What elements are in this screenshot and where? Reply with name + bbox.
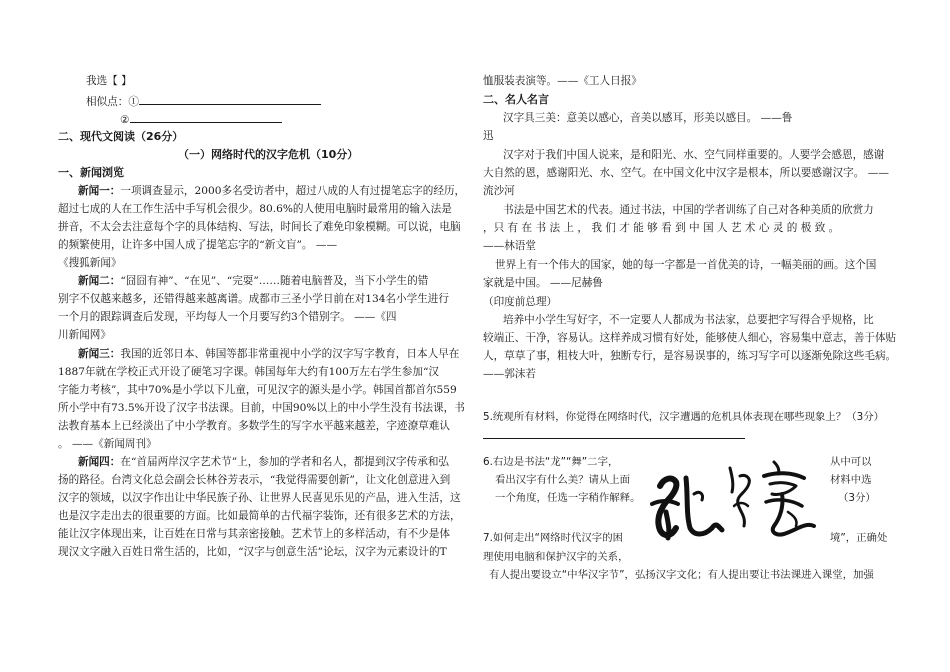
- news1-line-3: 拼音，不太会去注意每个字的具体结构、写法，时间长了难免印象模糊。可以说，电脑: [58, 221, 461, 233]
- news2-label: 新闻二：: [78, 275, 121, 287]
- quote5-line-3: 人，草草了事，粗枝大叶，独断专行，是容易误事的，练习写字可以逐渐免除这些毛病。: [483, 350, 897, 362]
- question-6-line-2: 看出汉字有什么美？请从上面: [495, 474, 631, 486]
- question-6-line-3: 一个角度，任选一字稍作解释。: [495, 492, 641, 504]
- calligraphy-image: [646, 456, 821, 546]
- quote2-line-2: 大自然的恩，感谢阳光、水、空气。在中国文化中汉字是根本，所以要感谢汉字。 ——: [483, 167, 889, 179]
- question-6-line-1b: 从中可以: [830, 456, 872, 468]
- part2-title: 二、名人名言: [483, 93, 549, 106]
- news3-line-2: 1887年就在学校正式开设了硬笔习字课。韩国每年大约有100万左右学生参加“汉: [58, 366, 439, 378]
- quote5-line-2: 较端正、干净，容易认。这样养成习惯有好处，能够使人细心，容易集中意志，善于体贴: [483, 332, 897, 344]
- answer-line-q5[interactable]: [483, 438, 745, 439]
- news2-line-3: 一个月的跟踪调查后发现，平均每人一个月要写约3个错别字。 ——《四: [58, 311, 397, 323]
- quote3-line-3: ——林语堂: [483, 240, 536, 252]
- news1-text-1: 一项调查显示，2000多名受访者中，超过八成的人有过提笔忘字的经历，: [120, 185, 466, 197]
- quote5-line-1: 培养中小学生写好字，不一定要人人都成为书法家，总要把字写得合乎规格，比: [503, 314, 874, 326]
- article-title: （一）网络时代的汉字危机（10分）: [178, 148, 359, 161]
- similar-line-1: [86, 93, 321, 109]
- similar-label-2: ②: [120, 114, 130, 126]
- quote1-line-2: 迅: [483, 130, 494, 142]
- news4-continued: 恤服装表演等。——《工人日报》: [483, 75, 642, 87]
- quote2-line-1: 汉字对于我们中国人说来，是和阳光、水、空气同样重要的。人要学会感恩，感谢: [503, 149, 885, 161]
- news1-line-4: 的频繁使用，让许多中国人成了提笔忘字的“新文盲”。 ——: [58, 239, 338, 251]
- answer-blank-2[interactable]: [130, 111, 282, 123]
- news1-line-1: [78, 184, 465, 198]
- news1-line-2: 超过七成的人在工作生活中手写机会很少。80.6%的人使用电脑时最常用的输入法是: [58, 203, 452, 215]
- question-7-line-1b: 境”，正确处: [830, 532, 888, 544]
- quote1-line-1: 汉字具三美：意美以感心，音美以感耳，形美以感目。 ——鲁: [503, 112, 793, 124]
- news3-line-4: 所小学中有73.5%开设了汉字书法课。目前，中国90%以上的中小学生没有书法课，书: [58, 402, 465, 414]
- news4-line-4: 也是汉字走出去的很重要的方面。比如最简单的古代福字装饰，还有很多艺术的方法，: [58, 510, 461, 522]
- quote2-line-3: 流沙河: [483, 185, 515, 197]
- news4-line-3: 汉字的领域，以汉字作出让中华民族子孙、让世界人民喜见乐见的产品，进入生活，这: [58, 492, 461, 504]
- news4-line-5: 能让汉字体现出来，让百姓在日常与其亲密接触。艺术节上的多样活动，有不少是体: [58, 528, 450, 540]
- news4-line-6: 现汉文字融入百姓日常生活的，比如，“汉字与创意生活”论坛，汉字为元素设计的T: [58, 546, 447, 558]
- quote4-line-2: 家就是中国。 ——尼赫鲁: [483, 277, 603, 289]
- quote4-line-3: （印度前总理）: [483, 296, 558, 308]
- similar-label: 相似点：①: [86, 96, 139, 108]
- quote5-line-4: ——郭沫若: [483, 368, 536, 380]
- news3-text-1: 我国的近邻日本、韩国等都非常重视中小学的汉字写字教育，日本人早在: [120, 348, 460, 360]
- question-7-line-1: 7.如何走出“网络时代汉字的困: [483, 532, 623, 544]
- calligraphy-wu-dance: [764, 462, 814, 535]
- news4-label: 新闻四：: [78, 456, 121, 468]
- quote4-line-1: 世界上有一个伟大的国家，她的每一字都是一首优美的诗，一幅美丽的画。这个国: [495, 259, 877, 271]
- question-6-line-3b: （3分）: [838, 492, 876, 504]
- news2-line-1: [78, 274, 428, 288]
- news2-source: 川新闻网》: [58, 329, 111, 341]
- news4-line-2: 扬的路径。台湾文化总会副会长林谷芳表示，“我觉得需要创新”，让文化创意进入到: [58, 474, 451, 486]
- news3-line-6: 。 ——《新闻周刊》: [58, 438, 157, 450]
- quote3-line-2: ，只 有 在 书 法 上 ， 我 们 才 能 够 看 到 中 国 人 艺 术 心 灵 的 极 致 。: [483, 222, 840, 234]
- section-title: 二、现代文阅读（26分）: [58, 130, 184, 143]
- news3-line-3: 字能力考核”，其中70%是小学以下儿童，可见汉字的源头是小学。韩国首都首尔559: [58, 384, 457, 396]
- calligraphy-long-dragon: [652, 478, 722, 538]
- question-7-line-3: 有人提出要设立“中华汉字节”，弘扬汉字文化；有人提出要让书法课进入课堂，加强: [489, 569, 874, 581]
- choose-text: 我选【 】: [86, 75, 132, 87]
- news4-text-1: 在“首届两岸汉字艺术节”上，参加的学者和名人，都提到汉字传承和弘: [120, 456, 450, 468]
- question-6-line-2b: 材料中选: [830, 474, 872, 486]
- news1-source: 《搜狐新闻》: [58, 257, 122, 269]
- news4-line-1: [78, 455, 449, 469]
- news3-line-5: 法教育基本上已经淡出了中小学教育。多数学生的写字水平越来越差，字迹潦草难认: [58, 420, 450, 432]
- news3-line-1: [78, 347, 459, 361]
- calligraphy-middle-char: [730, 468, 749, 526]
- news2-text-1: “囧囧有神”、“在见”、“完耍”……随着电脑普及，当下小学生的错: [120, 275, 429, 287]
- question-6-line-1: 6.右边是书法“龙”“舞”二字，: [483, 456, 619, 468]
- news3-label: 新闻三：: [78, 348, 121, 360]
- quote3-line-1: 书法是中国艺术的代表。通过书法，中国的学者训练了自己对各种美质的欣赏力: [503, 204, 874, 216]
- choose-line: [86, 74, 132, 88]
- similar-line-2: [120, 111, 282, 127]
- news2-line-2: 别字不仅越来越多，还错得越来越离谱。成都市三圣小学日前在对134名小学生进行: [58, 293, 449, 305]
- part1-title: 一、新闻浏览: [58, 166, 124, 179]
- answer-blank-1[interactable]: [139, 93, 321, 105]
- question-5: 5.统观所有材料，你觉得在网络时代，汉字遭遇的危机具体表现在哪些现象上？（3分）: [483, 411, 884, 423]
- question-7-line-2: 理使用电脑和保护汉字的关系，: [483, 551, 629, 563]
- news1-label: 新闻一：: [78, 185, 121, 197]
